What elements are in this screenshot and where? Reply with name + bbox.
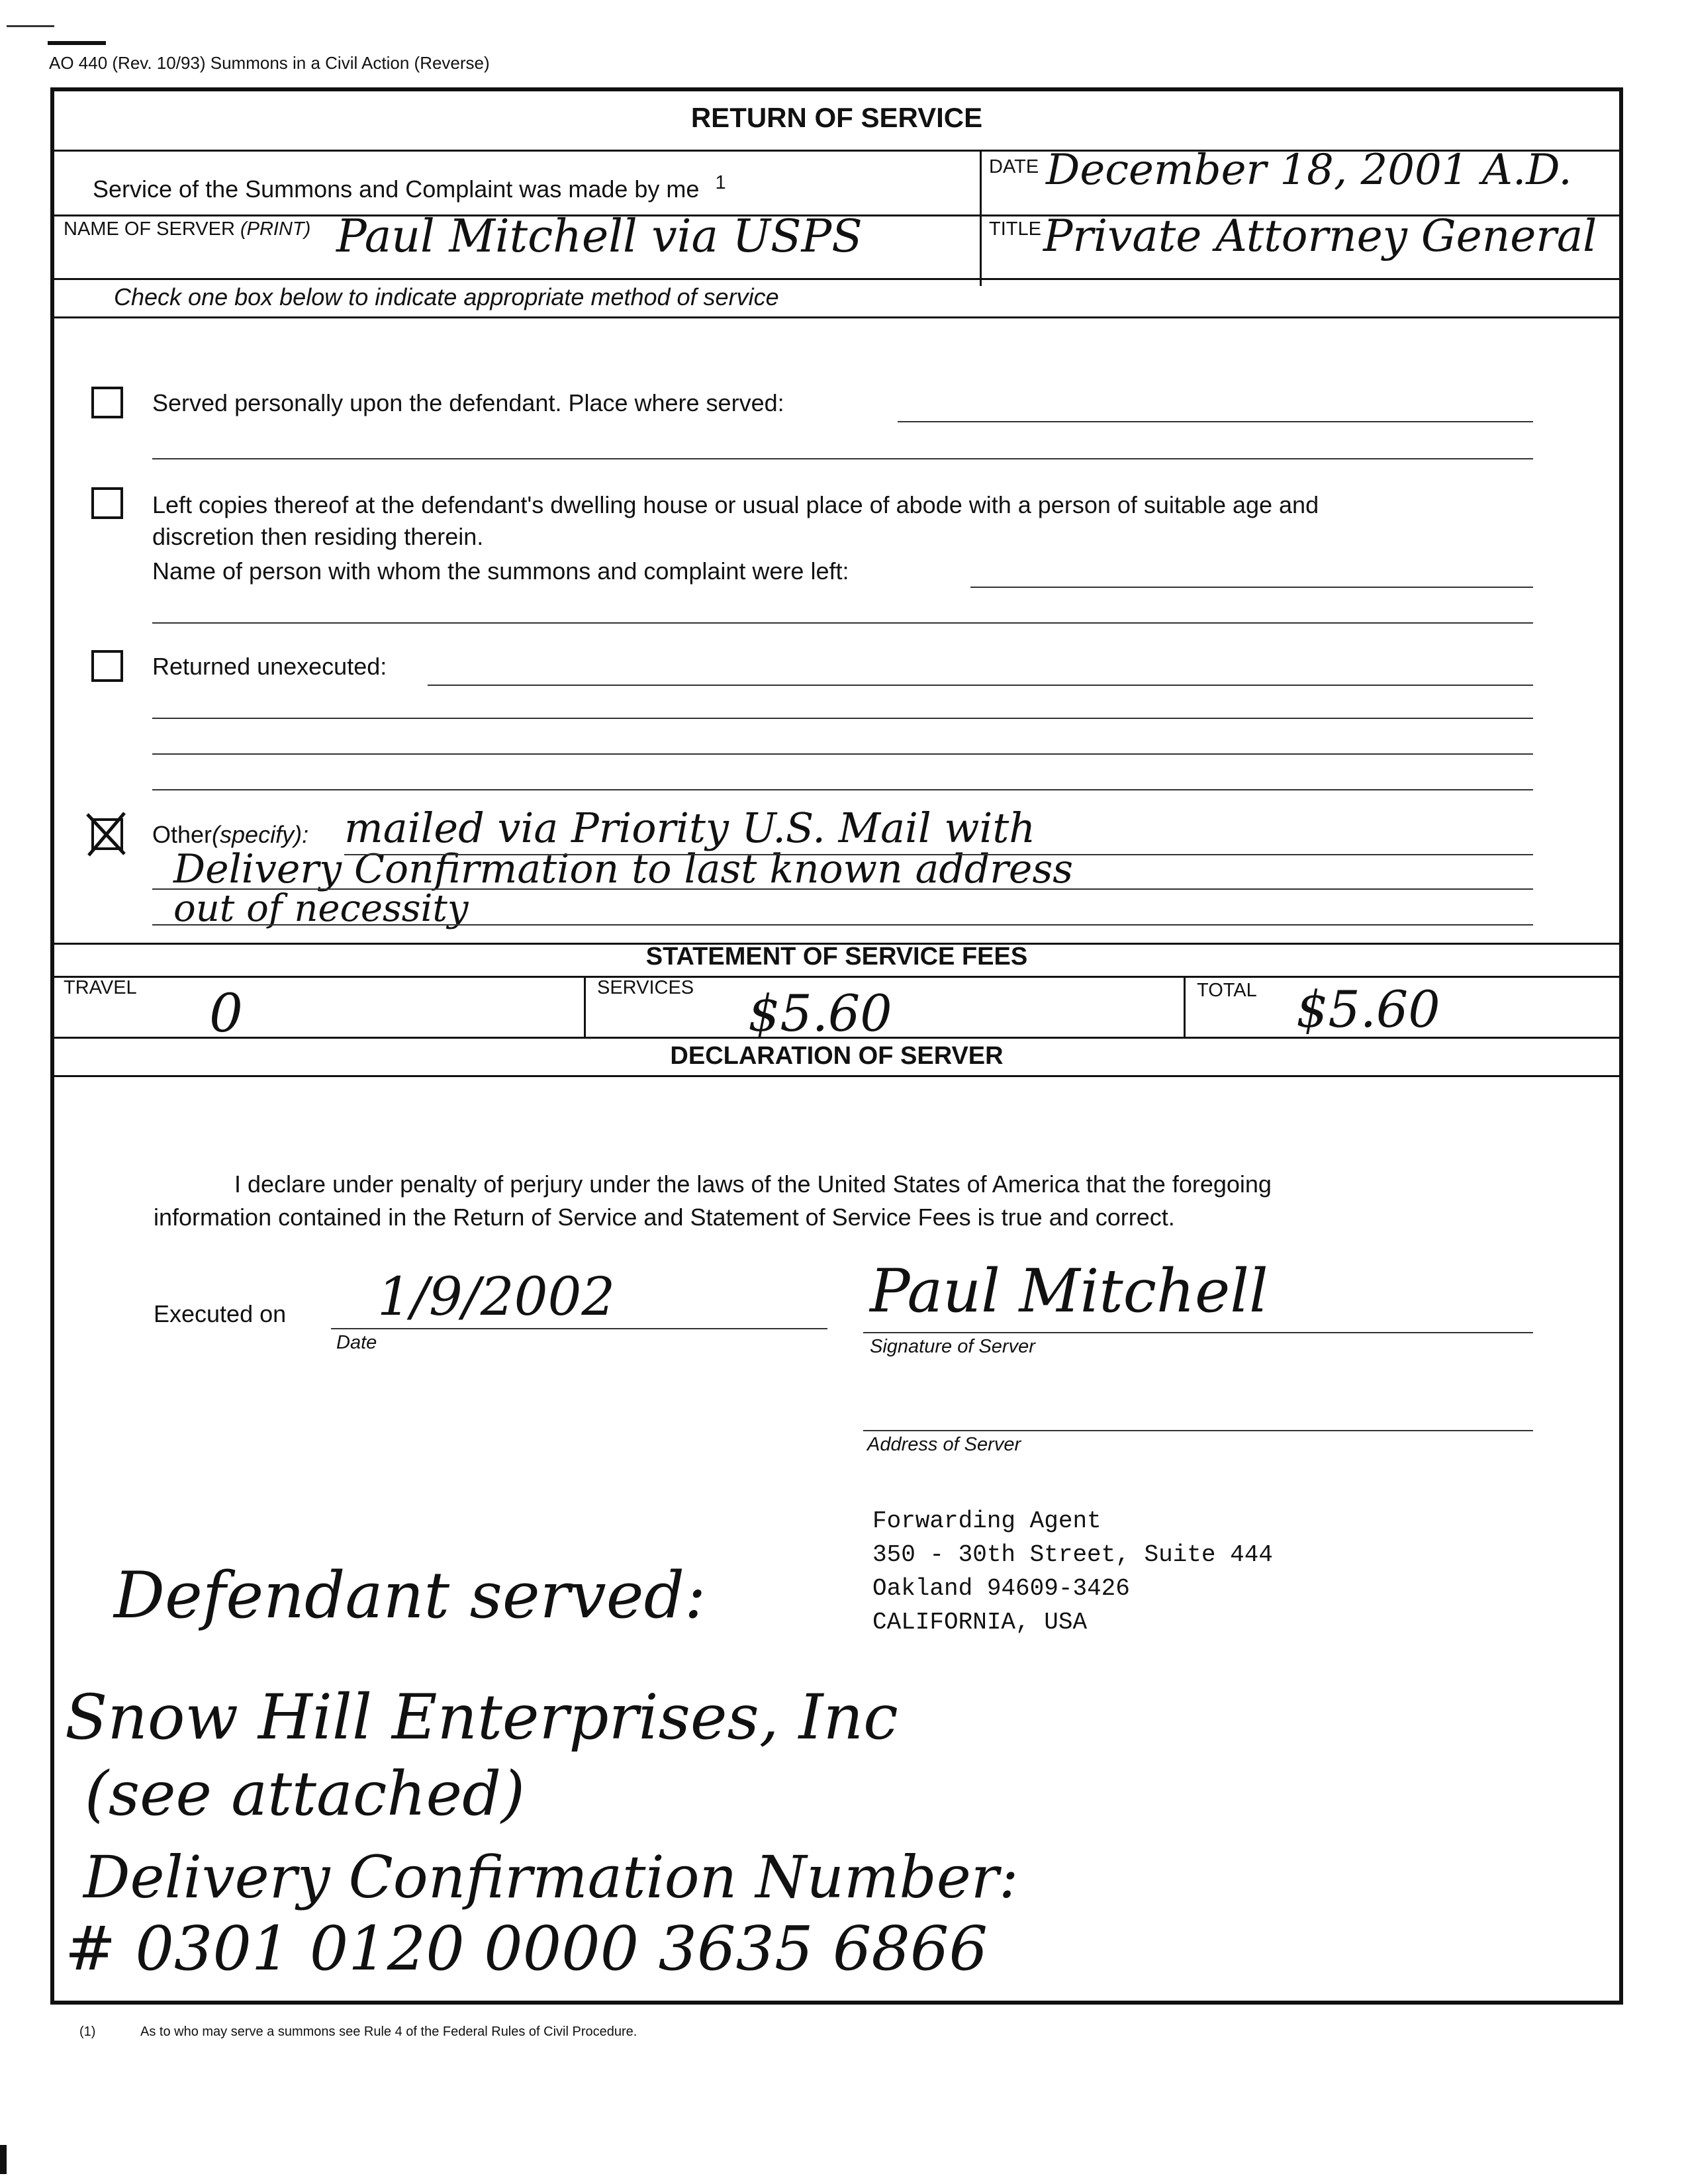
place-served-line[interactable]: [898, 421, 1533, 422]
unexecuted-line-3[interactable]: [152, 753, 1533, 755]
other-value-line-2[interactable]: Delivery Confirmation to last known address: [173, 846, 1074, 892]
divider: [54, 278, 1619, 280]
other-value-line-1[interactable]: mailed via Priority U.S. Mail with: [344, 804, 1036, 852]
services-value[interactable]: $5.60: [748, 984, 892, 1043]
served-personally-checkbox[interactable]: [91, 387, 123, 418]
footnote-ref: 1: [715, 172, 726, 193]
handwritten-note-1: Defendant served:: [114, 1558, 706, 1633]
signature-line[interactable]: [863, 1332, 1533, 1333]
service-fees-title: STATEMENT OF SERVICE FEES: [645, 943, 1028, 971]
address-caption: Address of Server: [867, 1434, 1021, 1455]
handwritten-note-5: # 0301 0120 0000 3635 6866: [65, 1913, 988, 1984]
place-served-line-2[interactable]: [152, 458, 1533, 459]
unexecuted-line-2[interactable]: [152, 718, 1533, 719]
divider: [54, 1075, 1619, 1077]
executed-on-label: Executed on: [154, 1300, 287, 1327]
server-signature[interactable]: Paul Mitchell: [870, 1257, 1268, 1326]
handwritten-note-2: Snow Hill Enterprises, Inc: [65, 1682, 898, 1754]
form-id: AO 440 (Rev. 10/93) Summons in a Civil Action (Reverse): [49, 53, 490, 73]
scan-mark: [0, 2145, 7, 2174]
left-copies-label-3: Name of person with whom the summons and complaint were left:: [152, 557, 849, 585]
service-statement: Service of the Summons and Complaint was made by me $^1$: [93, 172, 726, 203]
fees-divider: [584, 976, 586, 1037]
divider: [54, 316, 1619, 318]
travel-value[interactable]: 0: [209, 982, 243, 1044]
date-label: DATE: [989, 156, 1039, 177]
declaration-text-1: I declare under penalty of perjury under the laws of the United States of America that the foregoing: [234, 1170, 1272, 1198]
fees-divider: [1184, 976, 1186, 1037]
total-label: TOTAL: [1197, 980, 1257, 1001]
check-instruction: Check one box below to indicate appropriate method of service: [114, 283, 779, 310]
declaration-text-2: information contained in the Return of Service and Statement of Service Fees is true and correct.: [154, 1204, 1175, 1231]
server-address: Forwarding Agent 350 - 30th Street, Suite 444 Oakland 94609-3426 CALIFORNIA, USA: [872, 1507, 1273, 1636]
scan-mark: [48, 41, 106, 45]
date-cell-divider: [980, 150, 982, 286]
other-value-line-3[interactable]: out of necessity: [173, 887, 469, 930]
declaration-title: DECLARATION OF SERVER: [670, 1042, 1004, 1070]
travel-label: TRAVEL: [64, 977, 137, 998]
title-label: TITLE: [989, 218, 1041, 240]
left-copies-label-1: Left copies thereof at the defendant's dwelling house or usual place of abode with a person of suitable age and: [152, 491, 1319, 518]
server-name-label: NAME OF SERVER (PRINT): [64, 218, 311, 240]
executed-date-line[interactable]: [331, 1328, 827, 1329]
person-left-with-line-2[interactable]: [152, 622, 1533, 624]
footnote-text: As to who may serve a summons see Rule 4 of the Federal Rules of Civil Procedure.: [140, 2024, 637, 2039]
other-label: Other(specify):: [152, 821, 309, 848]
services-label: SERVICES: [597, 977, 694, 998]
date-value[interactable]: December 18, 2001 A.D.: [1046, 146, 1572, 195]
executed-date-value[interactable]: 1/9/2002: [377, 1266, 616, 1327]
address-line[interactable]: [863, 1430, 1533, 1431]
total-value[interactable]: $5.60: [1296, 980, 1440, 1039]
return-of-service-title: RETURN OF SERVICE: [690, 102, 983, 133]
person-left-with-line[interactable]: [970, 587, 1533, 588]
left-copies-checkbox[interactable]: [91, 487, 123, 519]
divider: [54, 1037, 1619, 1039]
other-line-1[interactable]: [344, 854, 1533, 855]
title-value[interactable]: Private Attorney General: [1043, 211, 1597, 261]
signature-caption: Signature of Server: [870, 1336, 1035, 1357]
checkmark-x-icon: [83, 809, 130, 858]
handwritten-note-4: Delivery Confirmation Number:: [83, 1843, 1019, 1911]
scan-mark: [7, 25, 54, 27]
returned-unexecuted-label: Returned unexecuted:: [152, 653, 387, 680]
returned-unexecuted-checkbox[interactable]: [91, 650, 123, 682]
unexecuted-line-1[interactable]: [428, 685, 1533, 686]
unexecuted-line-4[interactable]: [152, 789, 1533, 790]
other-line-3[interactable]: [152, 924, 1533, 926]
other-line-2[interactable]: [152, 888, 1533, 890]
server-name-value[interactable]: Paul Mitchell via USPS: [336, 211, 863, 263]
footnote-number: (1): [79, 2024, 96, 2039]
handwritten-note-3: (see attached): [85, 1758, 525, 1829]
date-caption: Date: [336, 1332, 377, 1353]
served-personally-label: Served personally upon the defendant. Place where served:: [152, 389, 784, 416]
divider: [54, 976, 1619, 978]
left-copies-label-2: discretion then residing therein.: [152, 523, 484, 550]
